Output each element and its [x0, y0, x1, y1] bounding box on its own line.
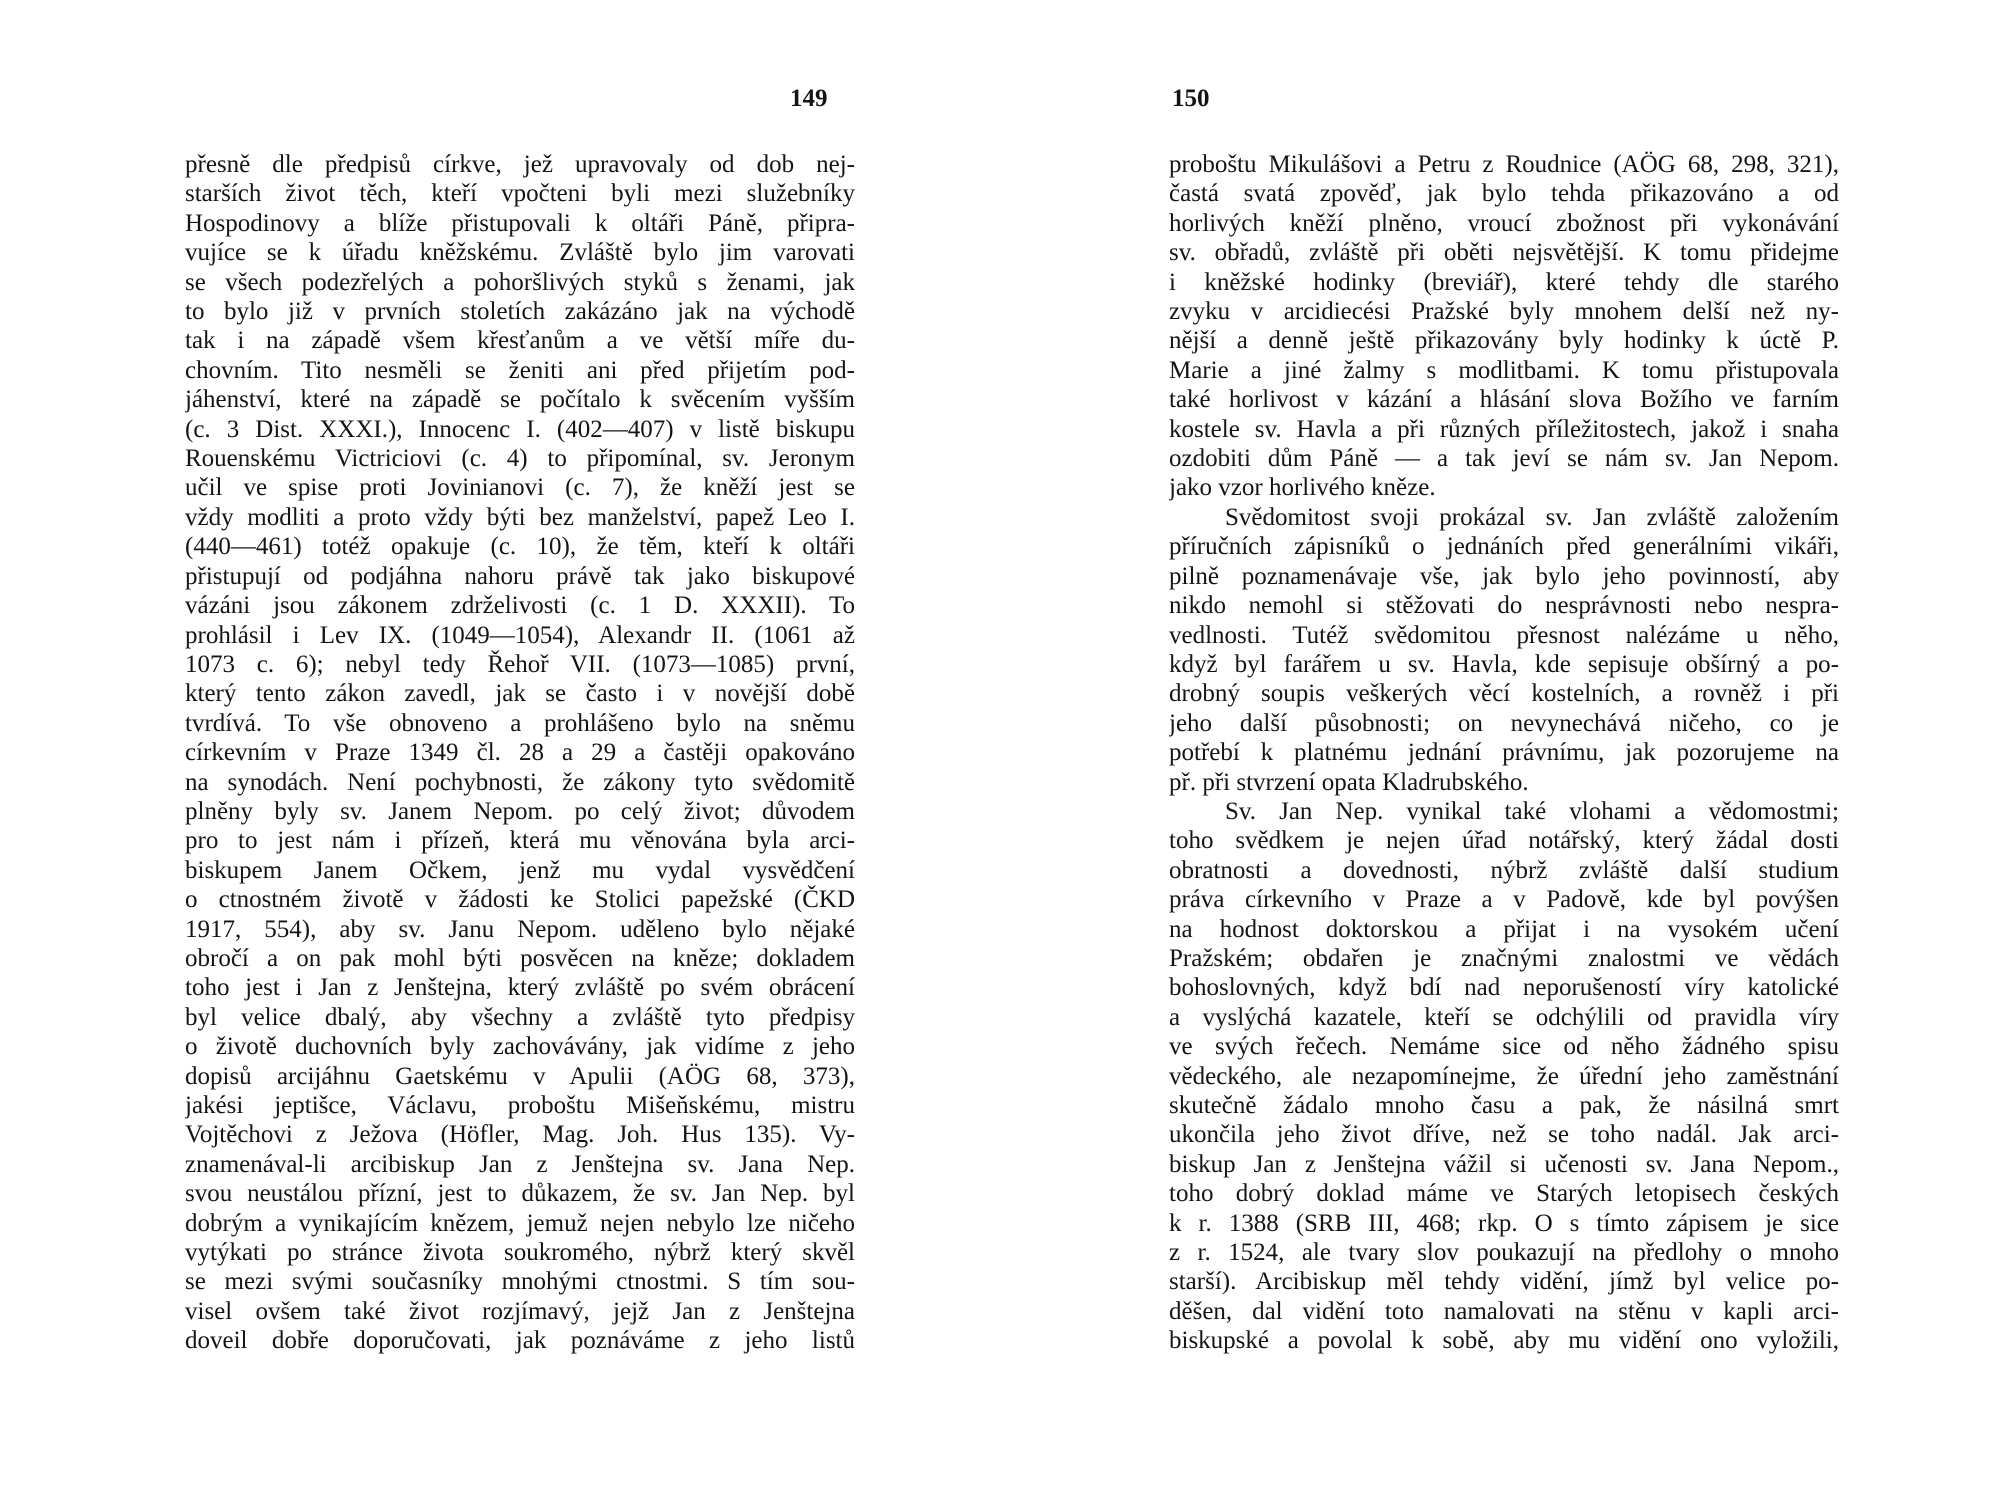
text-line: když byl farářem u sv. Havla, kde sepisuje obšírný a po-: [1169, 650, 1839, 678]
right-page: [999, 0, 1998, 1501]
text-line: práva církevního v Praze a v Padově, kde byl povýšen: [1169, 886, 1839, 914]
body-text: [1169, 150, 1839, 1356]
text-line: plněny byly sv. Janem Nepom. po celý život; důvodem: [185, 797, 855, 825]
text-line: znamenával-li arcibiskup Jan z Jenštejna sv. Jana Nep.: [185, 1150, 855, 1178]
text-line: prohlásil i Lev IX. (1049—1054), Alexandr II. (1061 až: [185, 621, 855, 649]
text-line: učil ve spise proti Jovinianovi (c. 7), že kněží jest se: [185, 474, 855, 502]
text-line: svou neustálou přízní, jest to důkazem, že sv. Jan Nep. byl: [185, 1180, 855, 1208]
text-line: 1917, 554), aby sv. Janu Nepom. uděleno bylo nějaké: [185, 915, 855, 943]
text-line: který tento zákon zavedl, jak se často i v novější době: [185, 680, 855, 708]
text-line: dobrým a vynikajícím knězem, jemuž nejen nebylo lze ničeho: [185, 1209, 855, 1237]
text-line: jakési jeptišce, Václavu, proboštu Mišeňskému, mistru: [185, 1092, 855, 1119]
text-line: se mezi svými současníky mnohými ctnostmi. S tím sou-: [185, 1268, 855, 1296]
page-number: 150: [1172, 85, 1210, 112]
text-line: biskupem Janem Očkem, jenž mu vydal vysvědčení: [185, 856, 855, 884]
text-line: o životě duchovních byly zachovávány, jak vidíme z jeho: [185, 1033, 855, 1061]
text-line: Vojtěchovi z Ježova (Höfler, Mag. Joh. Hus 135). Vy-: [185, 1121, 855, 1149]
text-line: toho dobrý doklad máme ve Starých letopisech českých: [1169, 1180, 1839, 1208]
text-line: toho jest i Jan z Jenštejna, který zvláště po svém obrácení: [185, 974, 855, 1002]
text-line: Pražském; obdařen je značnými znalostmi ve vědách: [1169, 944, 1839, 972]
text-line: přesně dle předpisů církve, jež upravovaly od dob nej-: [185, 151, 855, 178]
text-line: nější a denně ještě přikazovány byly hodinky k úctě P.: [1169, 327, 1839, 355]
text-line: i kněžské hodinky (breviář), které tehdy dle starého: [1169, 268, 1839, 296]
body-text: [185, 150, 855, 1356]
text-line: starší). Arcibiskup měl tehdy vidění, jímž byl velice po-: [1169, 1268, 1839, 1296]
paragraph-start-line: Sv. Jan Nep. vynikal také vlohami a vědomostmi;: [1225, 797, 1839, 825]
text-line: Rouenskému Victriciovi (c. 4) to připomínal, sv. Jeronym: [185, 445, 855, 473]
text-line: obročí a on pak mohl býti posvěcen na kněze; dokladem: [185, 944, 855, 972]
text-line: (c. 3 Dist. XXXI.), Innocenc I. (402—407) v listě biskupu: [185, 415, 855, 443]
text-line: vujíce se k úřadu kněžskému. Zvláště bylo jim varovati: [185, 239, 855, 267]
text-line: na synodách. Není pochybnosti, že zákony tyto svědomitě: [185, 768, 855, 796]
text-line: na hodnost doktorskou a přijat i na vysokém učení: [1169, 915, 1839, 943]
text-line: proboštu Mikulášovi a Petru z Roudnice (AÖG 68, 298, 321),: [1169, 151, 1839, 178]
text-line: vždy modliti a proto vždy býti bez manželství, papež Leo I.: [185, 503, 855, 531]
text-line: vázáni jsou zákonem zdrželivosti (c. 1 D. XXXII). To: [185, 592, 855, 620]
text-line: př. při stvrzení opata Kladrubského.: [1169, 768, 1529, 796]
text-line: tvrdívá. To vše obnoveno a prohlášeno bylo na sněmu: [185, 709, 855, 737]
text-line: obratnosti a dovednosti, nýbrž zvláště další studium: [1169, 856, 1839, 884]
text-line: o ctnostném životě v žádosti ke Stolici papežské (ČKD: [185, 886, 855, 914]
text-line: sv. obřadů, zvláště při oběti nejsvětější. K tomu přidejme: [1169, 239, 1839, 267]
text-line: nikdo nemohl si stěžovati do nesprávnosti nebo nespra-: [1169, 592, 1839, 620]
text-line: bohoslovných, když bdí nad neporušeností víry katolické: [1169, 974, 1839, 1002]
text-line: biskup Jan z Jenštejna vážil si učenosti sv. Jana Nepom.,: [1169, 1150, 1839, 1178]
text-line: ve svých řečech. Nemáme sice od něho žádného spisu: [1169, 1033, 1839, 1061]
text-line: pro to jest nám i přízeň, která mu věnována byla arci-: [185, 827, 855, 855]
text-line: byl velice dbalý, aby všechny a zvláště tyto předpisy: [185, 1003, 855, 1031]
text-line: dopisů arcijáhnu Gaetskému v Apulii (AÖG 68, 373),: [185, 1062, 855, 1090]
text-line: příručních zápisníků o jednáních před generálními vikáři,: [1169, 533, 1839, 561]
text-line: Marie a jiné žalmy s modlitbami. K tomu přistupovala: [1169, 356, 1839, 384]
text-line: tak i na západě všem křesťanům a ve větší míře du-: [185, 327, 855, 355]
text-line: se všech podezřelých a pohoršlivých styků s ženami, jak: [185, 268, 855, 296]
text-line: kostele sv. Havla a při různých příležitostech, jakož i snaha: [1169, 415, 1839, 443]
text-line: z r. 1524, ale tvary slov poukazují na předlohy o mnoho: [1169, 1239, 1839, 1267]
text-line: jáhenství, které na západě se počítalo k svěcením vyšším: [185, 386, 855, 414]
text-line: to bylo již v prvních stoletích zakázáno jak na východě: [185, 298, 855, 326]
text-line: (440—461) totéž opakuje (c. 10), že těm, kteří k oltáři: [185, 533, 855, 561]
text-line: ozdobiti dům Páně — a tak jeví se nám sv. Jan Nepom.: [1169, 445, 1839, 473]
text-line: doveil dobře doporučovati, jak poznáváme z jeho listů: [185, 1327, 855, 1355]
text-line: pilně poznamenávaje vše, jak bylo jeho povinností, aby: [1169, 562, 1839, 590]
text-line: biskupské a povolal k sobě, aby mu vidění ono vyložili,: [1169, 1327, 1839, 1355]
text-line: církevním v Praze 1349 čl. 28 a 29 a častěji opakováno: [185, 739, 855, 767]
text-line: Hospodinovy a blíže přistupovali k oltáři Páně, připra-: [185, 209, 855, 237]
page-number: 149: [790, 85, 828, 112]
text-line: toho svědkem je nejen úřad notářský, který žádal dosti: [1169, 827, 1839, 855]
text-line: 1073 c. 6); nebyl tedy Řehoř VII. (1073—1085) první,: [185, 650, 855, 678]
text-line: jeho další působnosti; on nevynechává ničeho, co je: [1169, 709, 1839, 737]
text-line: vedlnosti. Tutéž svědomitou přesnost nalézáme u něho,: [1169, 621, 1839, 649]
text-line: zvyku v arcidiecési Pražské byly mnohem delší než ny-: [1169, 298, 1839, 326]
text-line: vědeckého, ale nezapomínejme, že úřední jeho zaměstnání: [1169, 1062, 1839, 1090]
text-line: horlivých kněží plněno, vroucí zbožnost při vykonávání: [1169, 209, 1839, 237]
text-line: děšen, dal vidění toto namalovati na stěnu v kapli arci-: [1169, 1297, 1839, 1325]
text-line: vytýkati po stránce života soukromého, nýbrž který skvěl: [185, 1239, 855, 1267]
text-line: potřebí k platnému jednání právnímu, jak pozorujeme na: [1169, 739, 1839, 767]
text-line: jako vzor horlivého kněze.: [1169, 474, 1436, 502]
text-line: chovním. Tito nesměli se ženiti ani před přijetím pod-: [185, 356, 855, 384]
text-line: ukončila jeho život dříve, než se toho nadál. Jak arci-: [1169, 1121, 1839, 1149]
text-line: k r. 1388 (SRB III, 468; rkp. O s tímto zápisem je sice: [1169, 1209, 1839, 1237]
text-line: drobný soupis veškerých věcí kostelních, a rovněž i při: [1169, 680, 1839, 708]
text-line: také horlivost v kázání a hlásání slova Božího ve farním: [1169, 386, 1839, 414]
text-line: starších život těch, kteří vpočteni byli mezi služebníky: [185, 180, 855, 208]
paragraph-start-line: Svědomitost svoji prokázal sv. Jan zvláště založením: [1225, 503, 1839, 531]
text-line: visel ovšem také život rozjímavý, jejž Jan z Jenštejna: [185, 1297, 855, 1325]
text-line: skutečně žádalo mnoho času a pak, že násilná smrt: [1169, 1092, 1839, 1119]
text-line: a vyslýchá kazatele, kteří se odchýlili od pravidla víry: [1169, 1003, 1839, 1031]
text-line: přistupují od podjáhna nahoru právě tak jako biskupové: [185, 562, 855, 590]
text-line: častá svatá zpověď, jak bylo tehda přikazováno a od: [1169, 180, 1839, 208]
